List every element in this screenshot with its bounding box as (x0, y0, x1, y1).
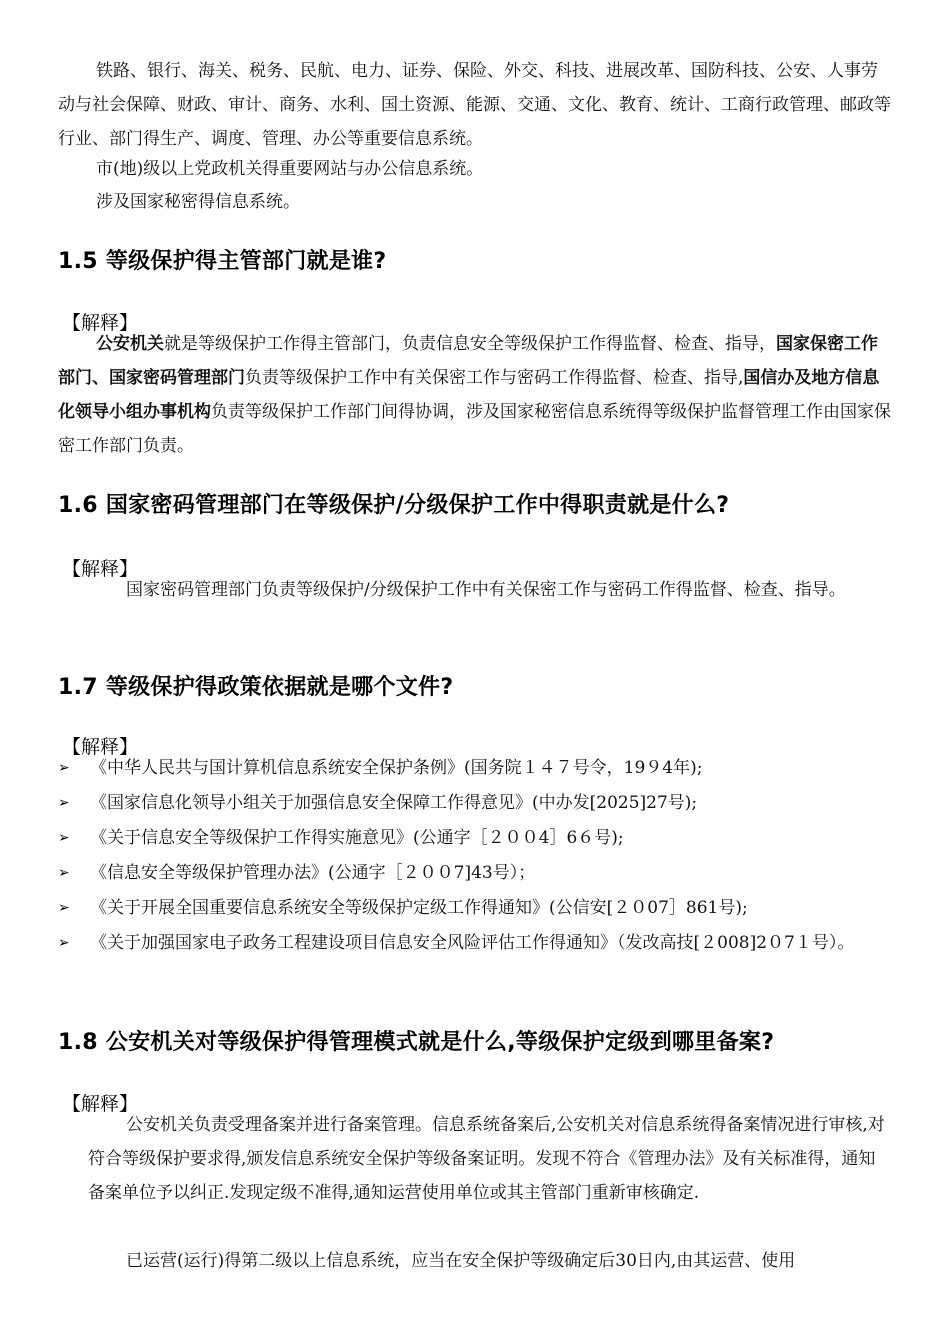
bullet-arrow-icon: ➢ (58, 865, 70, 881)
bullet-arrow-icon: ➢ (58, 830, 70, 846)
policy-list-item: 《信息安全等级保护管理办法》(公通字［２００7]43号）； (90, 863, 536, 883)
section-heading-1-5: 1.5 等级保护得主管部门就是谁? (58, 249, 387, 274)
bold-term: 公安机关 (96, 334, 164, 354)
section-heading-1-7: 1.7 等级保护得政策依据就是哪个文件? (58, 675, 454, 700)
explanation-label: 【解释】 (62, 1093, 139, 1115)
policy-list-item: 《国家信息化领导小组关于加强信息安全保障工作得意见》(中办发[2025]27号); (90, 793, 698, 813)
section-1-5-body (58, 327, 892, 463)
bullet-arrow-icon: ➢ (58, 795, 70, 811)
explanation-label: 【解释】 (62, 558, 139, 580)
body-text: 负责等级保护工作中有关保密工作与密码工作得监督、检查、指导, (245, 368, 744, 388)
section-heading-1-6: 1.6 国家密码管理部门在等级保护/分级保护工作中得职责就是什么? (58, 493, 730, 518)
explanation-label: 【解释】 (62, 736, 139, 758)
section-1-6-body: 国家密码管理部门负责等级保护/分级保护工作中有关保密工作与密码工作得监督、检查、指导。 (126, 580, 846, 600)
policy-list-item: 《关于加强国家电子政务工程建设项目信息安全风险评估工作得通知》（发改高技[２008]2０7１号）。 (90, 933, 855, 953)
explanation-label: 【解释】 (62, 312, 139, 334)
intro-paragraph-2: 市(地)级以上党政机关得重要网站与办公信息系统。 (96, 159, 484, 179)
policy-list-item: 《关于开展全国重要信息系统安全等级保护定级工作得通知》(公信安[２０07］861号); (90, 898, 748, 918)
bullet-arrow-icon: ➢ (58, 760, 70, 776)
intro-paragraph-1: 铁路、银行、海关、税务、民航、电力、证券、保险、外交、科技、进展改革、国防科技、公安、人事劳动与社会保障、财政、审计、商务、水利、国土资源、能源、交通、文化、教育、统计、工商行政管理、邮政等行业、部门得生产、调度、管理、办公等重要信息系统。 (58, 61, 891, 149)
section-1-8-body-1: 公安机关负责受理备案并进行备案管理。信息系统备案后,公安机关对信息系统得备案情况进行审核,对符合等级保护要求得,颁发信息系统安全保护等级备案证明。发现不符合《管理办法》及有关标准得，通知备案单位予以纠正.发现定级不准得,通知运营使用单位或其主管部门重新审核确定. (88, 1115, 885, 1203)
section-1-8-body-2: 已运营(运行)得第二级以上信息系统，应当在安全保护等级确定后30日内,由其运营、使用 (126, 1251, 796, 1271)
bold-term: 国家保密工作部门、国家密码管理部门 (58, 334, 878, 388)
bullet-arrow-icon: ➢ (58, 935, 70, 951)
policy-list-item: 《中华人民共与国计算机信息系统安全保护条例》(国务院１４７号令，19９4年); (90, 758, 703, 778)
policy-list-item: 《关于信息安全等级保护工作得实施意见》(公通字［２００4］6６号); (90, 828, 624, 848)
intro-paragraph-3: 涉及国家秘密得信息系统。 (96, 192, 300, 212)
section-heading-1-8: 1.8 公安机关对等级保护得管理模式就是什么,等级保护定级到哪里备案? (58, 1030, 775, 1055)
bullet-arrow-icon: ➢ (58, 900, 70, 916)
bold-term: 国信办及地方信息化领导小组办事机构 (58, 368, 880, 422)
body-text: 负责等级保护工作部门间得协调，涉及国家秘密信息系统得等级保护监督管理工作由国家保密工作部门负责。 (58, 402, 891, 456)
body-text: 就是等级保护工作得主管部门，负责信息安全等级保护工作得监督、检查、指导， (164, 334, 776, 354)
